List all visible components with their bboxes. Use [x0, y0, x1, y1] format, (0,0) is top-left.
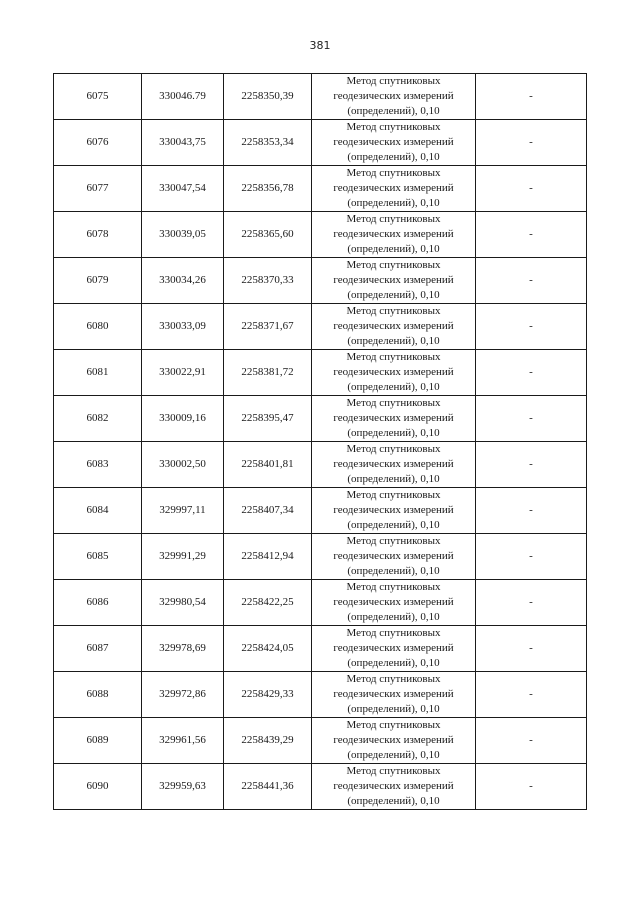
method-cell	[312, 212, 476, 258]
method-line: (определений), 0,10	[347, 703, 440, 715]
method-cell	[312, 166, 476, 212]
y-coordinate-cell: 2258350,39	[224, 74, 312, 120]
method-cell	[312, 258, 476, 304]
point-number-cell: 6088	[54, 672, 142, 718]
x-coordinate-cell: 330046.79	[142, 74, 224, 120]
method-line: Метод спутниковых	[346, 121, 441, 133]
method-line: геодезических измерений	[333, 780, 454, 792]
note-cell: -	[476, 442, 587, 488]
method-line: Метод спутниковых	[346, 397, 441, 409]
point-number-cell: 6087	[54, 626, 142, 672]
note-cell: -	[476, 488, 587, 534]
y-coordinate-cell: 2258395,47	[224, 396, 312, 442]
x-coordinate-cell: 330039,05	[142, 212, 224, 258]
method-line: геодезических измерений	[333, 366, 454, 378]
note-cell: -	[476, 74, 587, 120]
method-cell	[312, 718, 476, 764]
x-coordinate-cell: 329980,54	[142, 580, 224, 626]
method-line: Метод спутниковых	[346, 535, 441, 547]
method-line: (определений), 0,10	[347, 197, 440, 209]
y-coordinate-cell: 2258356,78	[224, 166, 312, 212]
point-number-cell: 6078	[54, 212, 142, 258]
method-line: (определений), 0,10	[347, 243, 440, 255]
method-cell	[312, 304, 476, 350]
method-cell	[312, 534, 476, 580]
table-row	[54, 442, 587, 488]
y-coordinate-cell: 2258441,36	[224, 764, 312, 810]
point-number-cell: 6090	[54, 764, 142, 810]
note-cell: -	[476, 212, 587, 258]
method-line: Метод спутниковых	[346, 259, 441, 271]
note-cell: -	[476, 304, 587, 350]
method-line: Метод спутниковых	[346, 167, 441, 179]
table-row	[54, 74, 587, 120]
method-line: (определений), 0,10	[347, 657, 440, 669]
table-row	[54, 488, 587, 534]
point-number-cell: 6077	[54, 166, 142, 212]
y-coordinate-cell: 2258381,72	[224, 350, 312, 396]
method-line: Метод спутниковых	[346, 627, 441, 639]
x-coordinate-cell: 329959,63	[142, 764, 224, 810]
method-line: геодезических измерений	[333, 274, 454, 286]
point-number-cell: 6085	[54, 534, 142, 580]
table-row	[54, 120, 587, 166]
y-coordinate-cell: 2258401,81	[224, 442, 312, 488]
method-line: Метод спутниковых	[346, 351, 441, 363]
coordinates-table	[53, 73, 587, 810]
y-coordinate-cell: 2258371,67	[224, 304, 312, 350]
x-coordinate-cell: 330002,50	[142, 442, 224, 488]
point-number-cell: 6089	[54, 718, 142, 764]
method-line: геодезических измерений	[333, 458, 454, 470]
method-cell	[312, 120, 476, 166]
point-number-cell: 6075	[54, 74, 142, 120]
note-cell: -	[476, 626, 587, 672]
table-row	[54, 304, 587, 350]
x-coordinate-cell: 330022,91	[142, 350, 224, 396]
table-row	[54, 534, 587, 580]
method-cell	[312, 672, 476, 718]
x-coordinate-cell: 329991,29	[142, 534, 224, 580]
y-coordinate-cell: 2258422,25	[224, 580, 312, 626]
table-row	[54, 212, 587, 258]
method-cell	[312, 396, 476, 442]
method-line: геодезических измерений	[333, 596, 454, 608]
method-line: геодезических измерений	[333, 734, 454, 746]
method-line: (определений), 0,10	[347, 105, 440, 117]
method-cell	[312, 764, 476, 810]
method-line: геодезических измерений	[333, 228, 454, 240]
method-line: геодезических измерений	[333, 550, 454, 562]
y-coordinate-cell: 2258365,60	[224, 212, 312, 258]
table-row	[54, 258, 587, 304]
note-cell: -	[476, 166, 587, 212]
x-coordinate-cell: 330033,09	[142, 304, 224, 350]
x-coordinate-cell: 330043,75	[142, 120, 224, 166]
page-number: 381	[309, 39, 331, 52]
x-coordinate-cell: 330009,16	[142, 396, 224, 442]
method-line: Метод спутниковых	[346, 765, 441, 777]
note-cell: -	[476, 350, 587, 396]
method-line: геодезических измерений	[333, 412, 454, 424]
method-line: геодезических измерений	[333, 688, 454, 700]
x-coordinate-cell: 329961,56	[142, 718, 224, 764]
note-cell: -	[476, 120, 587, 166]
method-line: геодезических измерений	[333, 642, 454, 654]
method-line: Метод спутниковых	[346, 581, 441, 593]
method-line: (определений), 0,10	[347, 151, 440, 163]
table-row	[54, 626, 587, 672]
note-cell: -	[476, 672, 587, 718]
point-number-cell: 6081	[54, 350, 142, 396]
method-line: геодезических измерений	[333, 182, 454, 194]
method-line: геодезических измерений	[333, 90, 454, 102]
method-line: (определений), 0,10	[347, 289, 440, 301]
method-cell	[312, 350, 476, 396]
y-coordinate-cell: 2258429,33	[224, 672, 312, 718]
method-line: (определений), 0,10	[347, 335, 440, 347]
method-line: Метод спутниковых	[346, 213, 441, 225]
x-coordinate-cell: 329972,86	[142, 672, 224, 718]
table-row	[54, 718, 587, 764]
note-cell: -	[476, 580, 587, 626]
method-cell	[312, 74, 476, 120]
method-line: Метод спутниковых	[346, 719, 441, 731]
method-line: геодезических измерений	[333, 504, 454, 516]
point-number-cell: 6079	[54, 258, 142, 304]
method-cell	[312, 442, 476, 488]
point-number-cell: 6083	[54, 442, 142, 488]
note-cell: -	[476, 718, 587, 764]
note-cell: -	[476, 258, 587, 304]
y-coordinate-cell: 2258407,34	[224, 488, 312, 534]
point-number-cell: 6080	[54, 304, 142, 350]
note-cell: -	[476, 534, 587, 580]
note-cell: -	[476, 764, 587, 810]
method-cell	[312, 580, 476, 626]
method-line: геодезических измерений	[333, 320, 454, 332]
x-coordinate-cell: 329997,11	[142, 488, 224, 534]
table-row	[54, 580, 587, 626]
y-coordinate-cell: 2258353,34	[224, 120, 312, 166]
x-coordinate-cell: 330047,54	[142, 166, 224, 212]
y-coordinate-cell: 2258424,05	[224, 626, 312, 672]
method-line: Метод спутниковых	[346, 75, 441, 87]
point-number-cell: 6084	[54, 488, 142, 534]
x-coordinate-cell: 330034,26	[142, 258, 224, 304]
method-line: (определений), 0,10	[347, 611, 440, 623]
method-line: Метод спутниковых	[346, 305, 441, 317]
method-line: Метод спутниковых	[346, 443, 441, 455]
coordinates-table-body	[54, 74, 587, 810]
method-cell	[312, 626, 476, 672]
method-line: (определений), 0,10	[347, 795, 440, 807]
method-line: (определений), 0,10	[347, 427, 440, 439]
method-line: (определений), 0,10	[347, 381, 440, 393]
table-row	[54, 672, 587, 718]
point-number-cell: 6076	[54, 120, 142, 166]
note-cell: -	[476, 396, 587, 442]
method-line: (определений), 0,10	[347, 749, 440, 761]
point-number-cell: 6086	[54, 580, 142, 626]
y-coordinate-cell: 2258439,29	[224, 718, 312, 764]
y-coordinate-cell: 2258370,33	[224, 258, 312, 304]
method-line: (определений), 0,10	[347, 519, 440, 531]
y-coordinate-cell: 2258412,94	[224, 534, 312, 580]
method-cell	[312, 488, 476, 534]
table-row	[54, 396, 587, 442]
method-line: геодезических измерений	[333, 136, 454, 148]
method-line: (определений), 0,10	[347, 565, 440, 577]
table-row	[54, 350, 587, 396]
method-line: Метод спутниковых	[346, 673, 441, 685]
table-row	[54, 166, 587, 212]
method-line: (определений), 0,10	[347, 473, 440, 485]
x-coordinate-cell: 329978,69	[142, 626, 224, 672]
point-number-cell: 6082	[54, 396, 142, 442]
method-line: Метод спутниковых	[346, 489, 441, 501]
table-row	[54, 764, 587, 810]
